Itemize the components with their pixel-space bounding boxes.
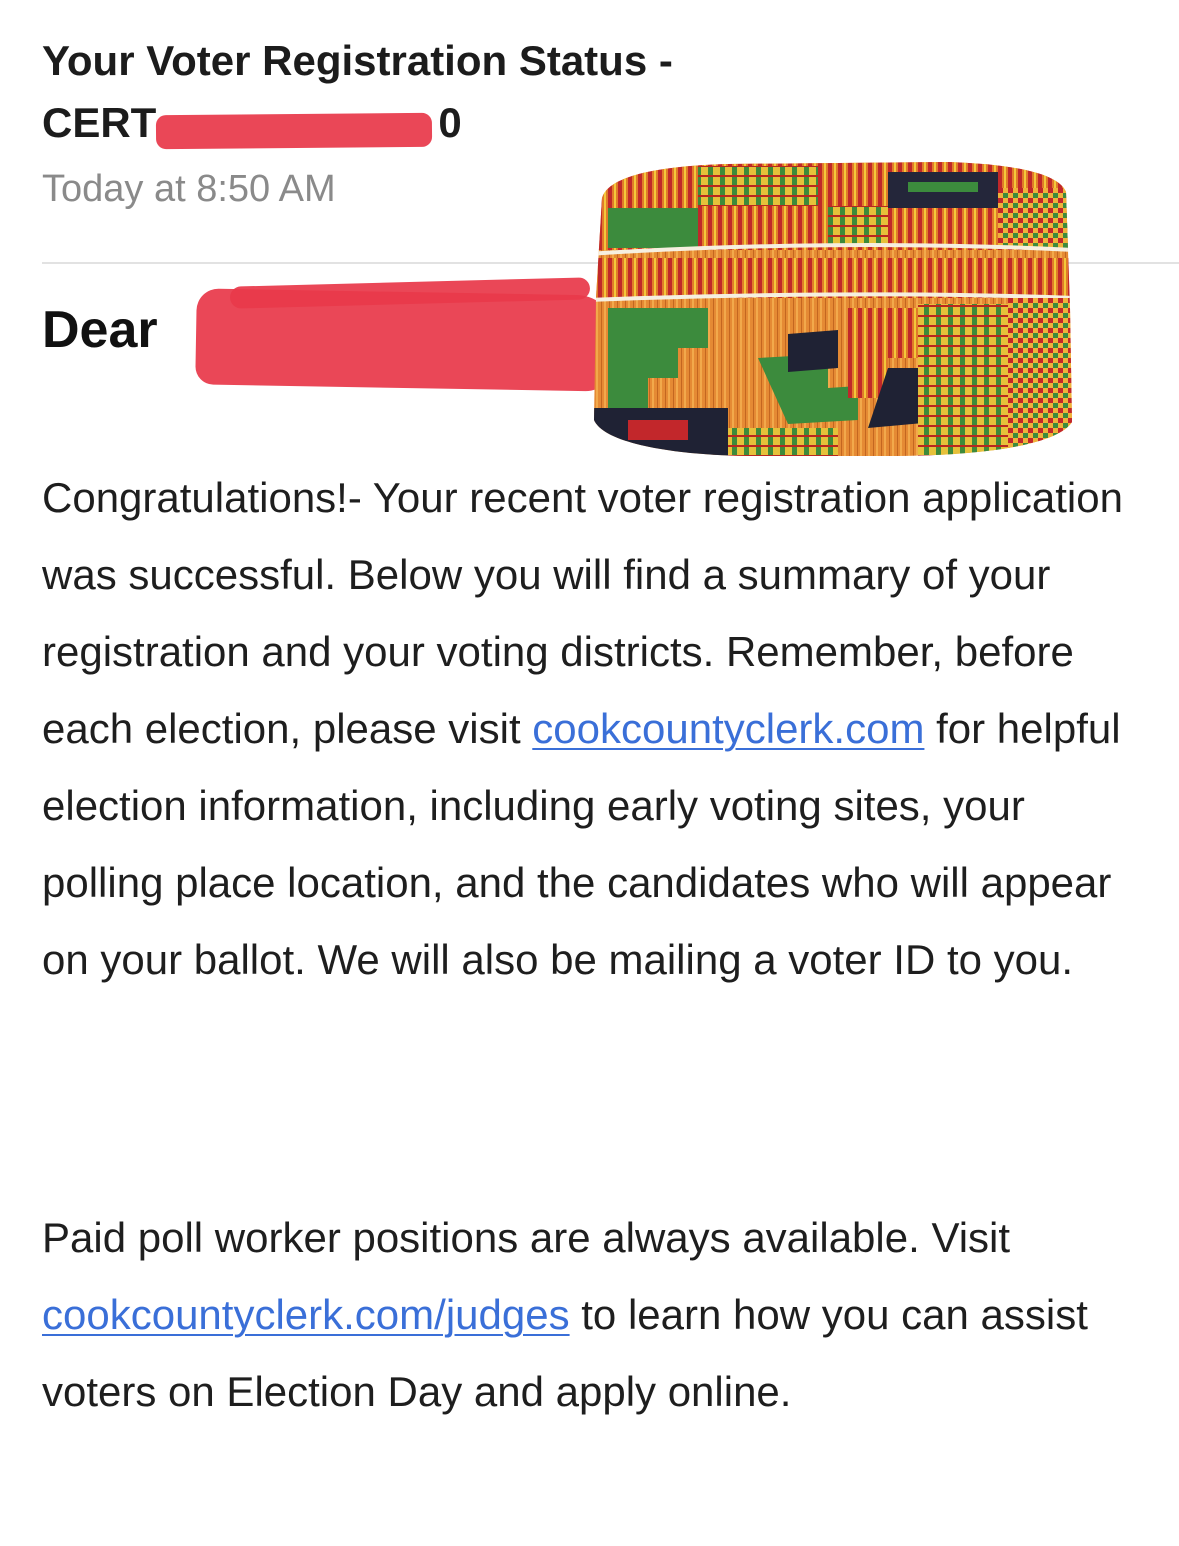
body-paragraph-2 bbox=[42, 1199, 1152, 1430]
subject-cert-prefix: CERT bbox=[42, 99, 157, 146]
subject-line-1: Your Voter Registration Status - bbox=[42, 37, 673, 84]
subject-redaction bbox=[156, 113, 432, 149]
email-timestamp: Today at 8:50 AM bbox=[42, 168, 336, 210]
paragraph-2-text-before: Paid poll worker positions are always available. Visit bbox=[42, 1214, 1011, 1261]
kente-kufi-hat-image bbox=[588, 158, 1074, 458]
email-greeting: Dear bbox=[42, 301, 158, 359]
subject-tail: 0 bbox=[438, 99, 462, 146]
body-paragraph-1 bbox=[42, 459, 1152, 998]
paragraph-2-text-after: to learn how you can assist voters on Election Day and apply online. bbox=[42, 1291, 1088, 1415]
cookcountyclerk-link[interactable]: cookcountyclerk.com bbox=[532, 705, 925, 752]
paragraph-1-text-before: Congratulations!- Your recent voter registration application was successful. Below you will find a summary of your registration and your voting districts. Remember, before each election, please visit bbox=[42, 474, 1123, 752]
cookcountyclerk-judges-link[interactable]: cookcountyclerk.com/judges bbox=[42, 1291, 570, 1338]
paragraph-1-text-after: for helpful election information, including early voting sites, your polling place location, and the candidates who will appear on your ballot. We will also be mailing a voter ID to you. bbox=[42, 705, 1121, 983]
